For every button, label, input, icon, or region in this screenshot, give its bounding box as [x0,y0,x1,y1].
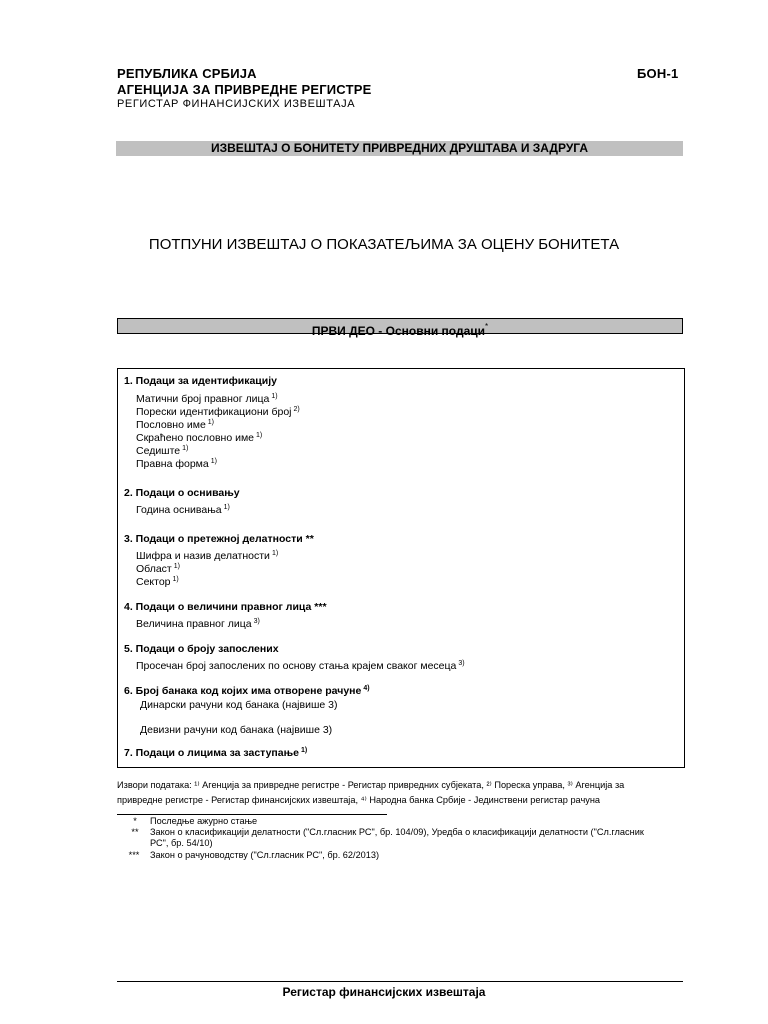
list-item: Пословно име $^{1)}$ [136,419,215,431]
form-code: БОН-1 [637,66,679,81]
footnote-text: Последње ажурно стање [150,816,258,826]
section-representatives-title: 7. Подаци о лицима за заступање $^{1)}$ [124,747,308,759]
list-item: Просечан број запослених по основу стања крајем сваког месеца $^{3)}$ [136,660,465,672]
section-identification-title: 1. Подаци за идентификацију [124,375,277,387]
part-heading-box [117,318,683,338]
list-item: Правна форма $^{1)}$ [136,458,217,470]
footnote-mark: ** [131,827,139,837]
list-item: Матични број правног лица $^{1)}$ [136,393,278,405]
section-banks-title: 6. Број банака код којих има отворене рачуне $^{4)}$ [124,685,370,697]
list-item: Динарски рачуни код банака (највише 3) [140,699,338,711]
footnote-text: Закон о класификацији делатности ("Сл.гласник РС", бр. 104/09), Уредба о класификацији делатности ("Сл.гласник РС", бр. 54/10) [150,827,644,848]
section-employees-title: 5. Подаци о броју запослених [124,643,279,655]
agency-heading: АГЕНЦИЈА ЗА ПРИВРЕДНЕ РЕГИСТРЕ [117,82,372,97]
list-item: Седиште $^{1)}$ [136,445,189,457]
list-item: Девизни рачуни код банака (највише 3) [140,724,333,736]
list-item: Скраћено пословно име $^{1)}$ [136,432,263,444]
page-footer: Регистар финансијских извештаја [282,985,486,999]
basic-data-box [117,368,685,768]
page-title: ПОТПУНИ ИЗВЕШТАЈ О ПОКАЗАТЕЉИМА ЗА ОЦЕНУ БОНИТЕТА [148,236,620,253]
section-founding-title: 2. Подаци о оснивању [124,487,240,499]
report-title-bar: ИЗВЕШТАЈ О БОНИТЕТУ ПРИВРЕДНИХ ДРУШТАВА И ЗАДРУГА [116,141,683,156]
footnote-text: Закон о рачуноводству ("Сл.гласник РС", бр. 62/2013) [150,850,380,860]
part-heading-mark: * [485,322,489,331]
part-heading-label: ПРВИ ДЕО - Основни подаци [311,324,486,338]
registry-heading: РЕГИСТАР ФИНАНСИЈСКИХ ИЗВЕШТАЈА [117,98,356,110]
list-item: Величина правног лица $^{3)}$ [136,618,260,630]
footnote-divider [117,814,387,815]
sources-line-1: Извори података: ¹⁾ Агенција за привредне регистре - Регистар привредних субјеката, ²⁾ Пореска управа, ³⁾ Агенција за [117,780,625,790]
list-item: Сектор $^{1)}$ [136,576,179,588]
sources-line-2: привредне регистре - Регистар финансијских извештаја, ⁴⁾ Народна банка Србије - Јединствени регистар рачуна [117,795,601,805]
footnote-mark: *** [128,850,140,860]
section-size-title: 4. Подаци о величини правног лица *** [124,601,327,613]
list-item: Шифра и назив делатности $^{1)}$ [136,550,279,562]
section-activity-title: 3. Подаци о претежној делатности ** [124,533,314,545]
list-item: Година оснивања $^{1)}$ [136,504,230,516]
country-heading: РЕПУБЛИКА СРБИЈА [117,66,257,81]
list-item: Област $^{1)}$ [136,563,180,575]
data-sources-note [117,778,683,808]
footnote-mark: * [133,816,137,826]
footer-divider [117,981,683,982]
list-item: Порески идентификациони број $^{2)}$ [136,406,300,418]
